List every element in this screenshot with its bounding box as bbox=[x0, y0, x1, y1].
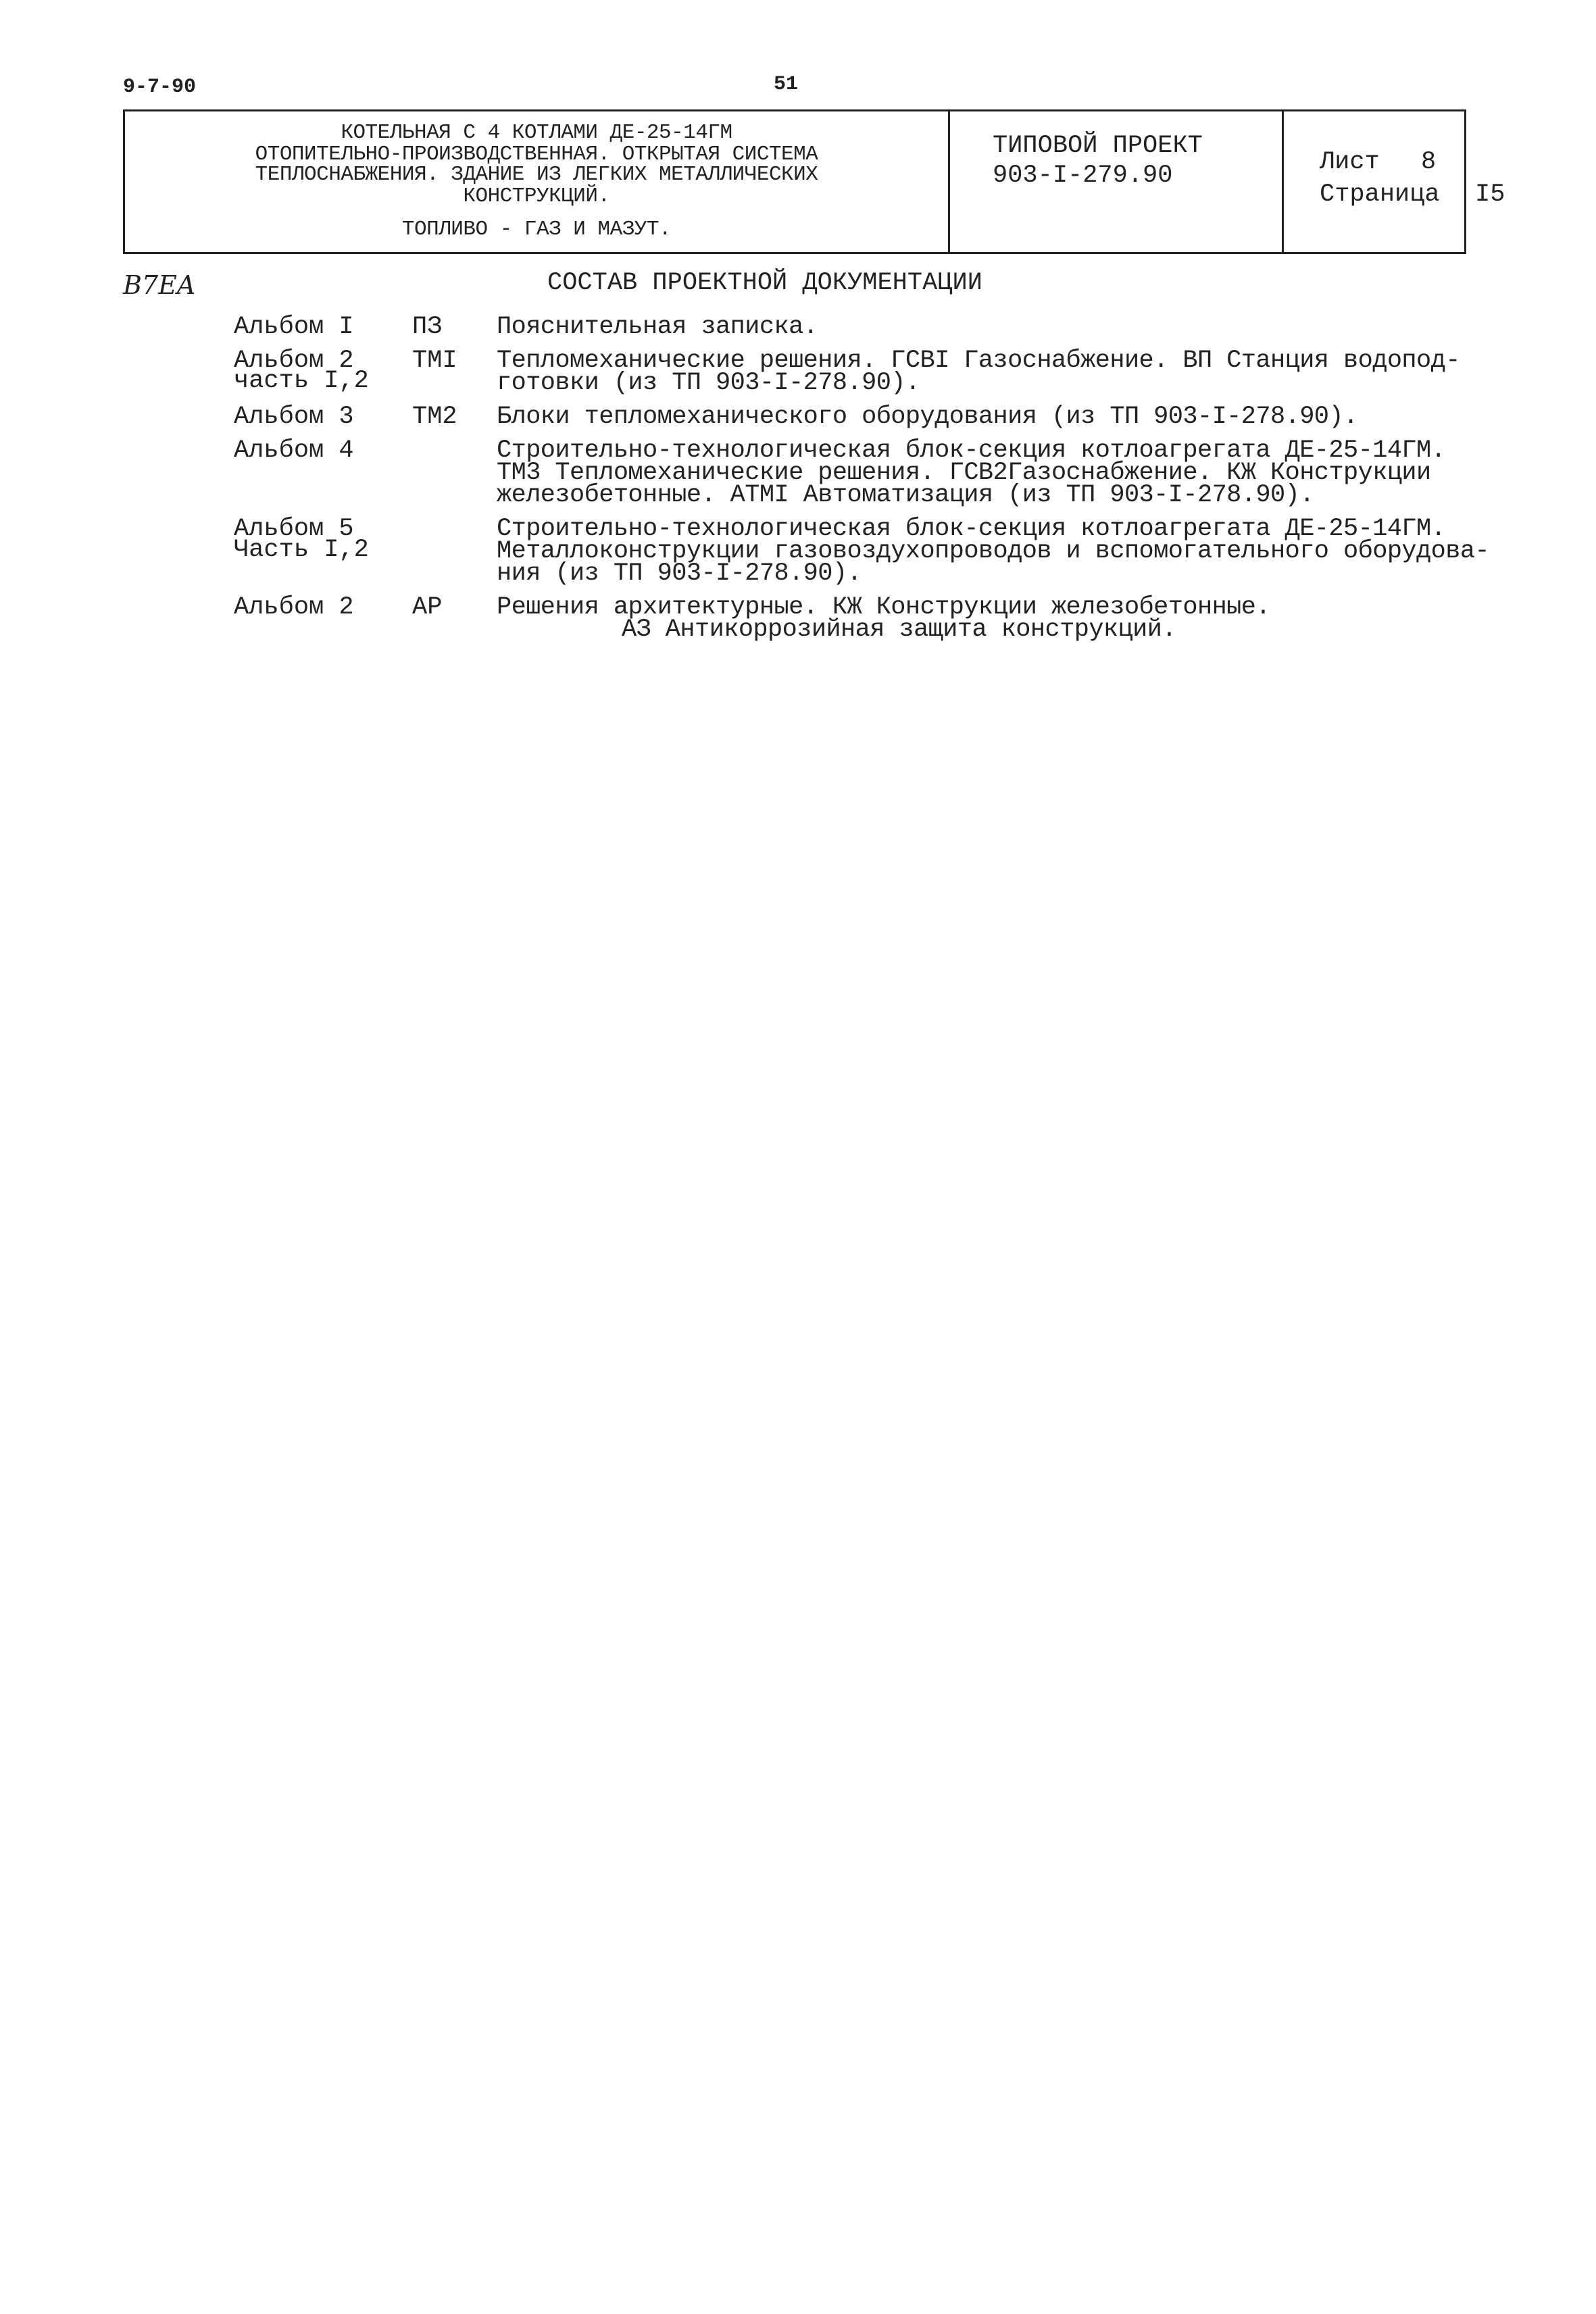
album-description: готовки (из ТП 903-I-278.90). bbox=[497, 369, 920, 397]
album-description: Строительно-технологическая блок-секция котлоагрегата ДЕ-25-14ГМ. bbox=[497, 515, 1446, 543]
title-text bbox=[125, 122, 948, 251]
album-description: АЗ Антикоррозийная защита конструкций. bbox=[622, 615, 1176, 644]
sheet-value: 8 bbox=[1421, 148, 1437, 176]
album-label: Альбом 4 bbox=[234, 436, 354, 465]
album-label: Альбом 2 bbox=[234, 347, 354, 375]
album-description: железобетонные. АТМI Автоматизация (из ТП 903-I-278.90). bbox=[497, 481, 1314, 509]
album-description: ния (из ТП 903-I-278.90). bbox=[497, 559, 862, 588]
title-line: КОНСТРУКЦИЙ. bbox=[463, 184, 610, 208]
album-label: Альбом 5 bbox=[234, 515, 354, 543]
title-line: ТЕПЛОСНАБЖЕНИЯ. ЗДАНИЕ ИЗ ЛЕГКИХ МЕТАЛЛИЧЕСКИХ bbox=[255, 163, 818, 186]
document-mark: ТМ2 bbox=[412, 403, 457, 431]
album-label: Альбом I bbox=[234, 313, 354, 341]
title-line: КОТЕЛЬНАЯ С 4 КОТЛАМИ ДЕ-25-14ГМ bbox=[341, 121, 732, 145]
title-line: ТОПЛИВО - ГАЗ И МАЗУТ. bbox=[401, 218, 672, 241]
composition-code: B7EA bbox=[123, 270, 196, 300]
album-description: Блоки тепломеханического оборудования (из ТП 903-I-278.90). bbox=[497, 403, 1358, 431]
document-mark: ТМI bbox=[412, 347, 457, 375]
album-description: Металлоконструкции газовоздухопроводов и вспомогательного оборудова- bbox=[497, 537, 1490, 565]
composition-heading: СОСТАВ ПРОЕКТНОЙ ДОКУМЕНТАЦИИ bbox=[547, 269, 982, 297]
project-number: 903-I-279.90 bbox=[993, 161, 1173, 190]
album-description: ТМ3 Тепломеханические решения. ГСВ2Газоснабжение. КЖ Конструкции bbox=[497, 459, 1431, 487]
page-value: I5 bbox=[1475, 180, 1505, 209]
project-label: ТИПОВОЙ ПРОЕКТ bbox=[993, 132, 1203, 160]
album-description: Тепломеханические решения. ГСВI Газоснабжение. ВП Станция водопод- bbox=[497, 347, 1460, 375]
document-date: 9-7-90 bbox=[123, 76, 197, 99]
document-mark: ПЗ bbox=[412, 313, 443, 341]
page-label: Страница bbox=[1320, 180, 1440, 209]
album-label: часть I,2 bbox=[234, 367, 369, 395]
page-number: 51 bbox=[774, 73, 799, 96]
document-mark: АР bbox=[412, 593, 443, 622]
title-line: ОТОПИТЕЛЬНО-ПРОИЗВОДСТВЕННАЯ. ОТКРЫТАЯ СИСТЕМА bbox=[255, 143, 818, 166]
album-label: Часть I,2 bbox=[234, 536, 369, 564]
album-label: Альбом 3 bbox=[234, 403, 354, 431]
sheet-label: Лист bbox=[1320, 148, 1380, 176]
album-description: Пояснительная записка. bbox=[497, 313, 818, 341]
album-label: Альбом 2 bbox=[234, 593, 354, 622]
album-description: Решения архитектурные. КЖ Конструкции железобетонные. bbox=[497, 593, 1270, 622]
album-description: Строительно-технологическая блок-секция котлоагрегата ДЕ-25-14ГМ. bbox=[497, 436, 1446, 465]
title-block bbox=[123, 109, 1505, 254]
